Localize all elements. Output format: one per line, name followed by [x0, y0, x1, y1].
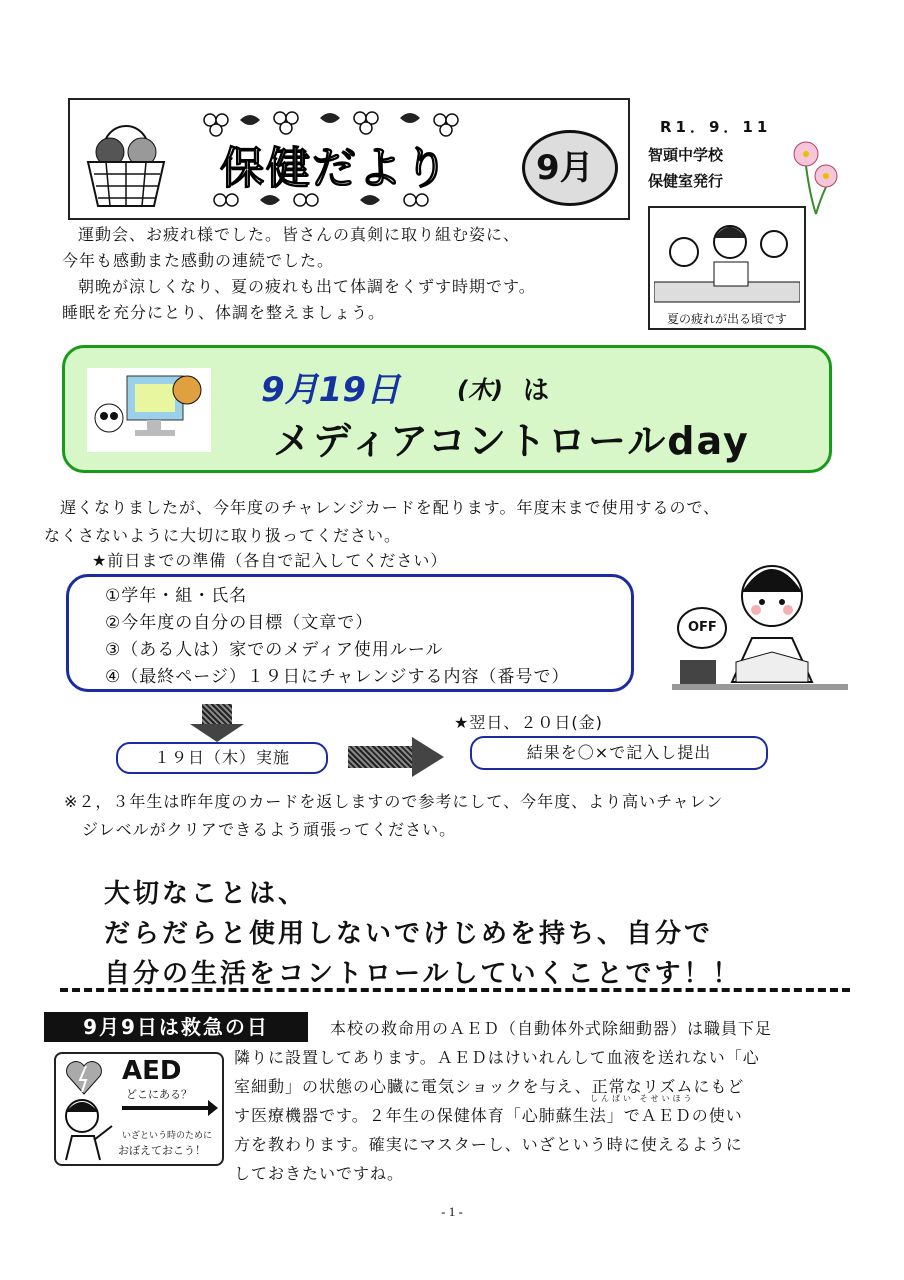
- heart-icon: [64, 1060, 104, 1096]
- aed-sign-title: AED: [122, 1056, 182, 1086]
- summer-fatigue-illustration: [648, 206, 806, 330]
- note-line: ※２，３年生は昨年度のカードを返しますので参考にして、今年度、より高いチャレン: [64, 792, 724, 811]
- prep-item: ④（最終ページ）１９日にチャレンジする内容（番号で）: [105, 667, 570, 687]
- challenge-line: なくさないように大切に取り扱ってください。: [44, 526, 402, 545]
- computer-icon: [87, 368, 211, 452]
- prep-item: ①学年・組・氏名: [105, 586, 248, 606]
- next-day-pill: 結果を〇×で記入し提出: [470, 736, 768, 770]
- aed-line: 室細動」の状態の心臓に電気ショックを与え、正常なリズムにもど: [234, 1077, 745, 1096]
- page-number: - 1 -: [441, 1204, 463, 1219]
- prep-list: [105, 583, 570, 691]
- down-arrow-head: [190, 724, 244, 742]
- emphasis-line: 大切なことは、: [104, 879, 308, 909]
- implement-pill: １９日（木）実施: [116, 742, 328, 774]
- challenge-line: 遅くなりましたが、今年度のチャレンジカードを配ります。年度末まで使用するので、: [60, 498, 721, 517]
- intro-line: 運動会、お疲れ様でした。皆さんの真剣に取り組む姿に、: [78, 225, 521, 244]
- aed-line: 本校の救命用のＡＥＤ（自動体外式除細動器）は職員下足: [330, 1019, 773, 1038]
- right-arrow-icon: [348, 746, 412, 768]
- media-day-title: メディアコントロールday: [273, 419, 750, 463]
- aed-heading: 9月9日は救急の日: [44, 1012, 308, 1042]
- illustration-caption: 夏の疲れが出る頃です: [666, 312, 787, 326]
- media-control-banner: [62, 345, 832, 473]
- header-title-box: [68, 98, 630, 220]
- intro-line: 睡眠を充分にとり、体調を整えましょう。: [62, 303, 386, 322]
- prep-item: ②今年度の自分の目標（文章で）: [105, 613, 374, 633]
- right-arrow-head: [412, 737, 444, 777]
- emphasis-line: 自分の生活をコントロールしていくことです！！: [104, 959, 742, 989]
- media-day-particle: は: [523, 376, 550, 406]
- aed-line: 方を教わります。確実にマスターし、いざという時に使えるように: [234, 1135, 743, 1154]
- ruby-reading: しんぱい そせいほう: [590, 1094, 695, 1103]
- boy-pointing-icon: [58, 1096, 114, 1162]
- challenge-text: [44, 494, 720, 550]
- cosmos-flower-icon: [786, 136, 846, 216]
- aed-caption-1: いざという時のために: [122, 1131, 213, 1141]
- prep-list-box: [66, 574, 634, 692]
- panda-computer-illustration: [87, 368, 211, 452]
- note-text: [64, 788, 723, 844]
- girl-reading-illustration: [672, 552, 848, 692]
- aed-sign-illustration: [54, 1052, 224, 1166]
- media-day-date: 9月19日: [261, 370, 400, 410]
- right-arrow-icon: [122, 1106, 214, 1110]
- aed-sign-sub: どこにある？: [126, 1088, 192, 1101]
- aed-line: 隣りに設置してあります。ＡＥＤはけいれんして血液を送れない「心: [234, 1048, 760, 1067]
- aed-caption-2: おぼえておこう！: [118, 1144, 206, 1157]
- intro-line: 今年も感動また感動の連続でした。: [62, 251, 335, 270]
- issue-date: R1．9．11: [660, 118, 772, 136]
- emphasis-line: だらだらと使用しないでけじめを持ち、自分で: [104, 919, 714, 949]
- next-day-heading: ★翌日、２０日(金): [454, 713, 603, 732]
- media-day-weekday: (木): [457, 376, 503, 404]
- month-label: 9月: [536, 148, 594, 188]
- fruit-basket-icon: [80, 114, 172, 210]
- prep-heading: ★前日までの準備（各自で記入してください）: [92, 551, 448, 570]
- emphasis-block: [104, 874, 741, 994]
- publisher: 保健室発行: [648, 172, 724, 190]
- page-title: 保健だより: [220, 143, 450, 194]
- off-label: OFF: [688, 620, 717, 635]
- aed-line: す医療機器です。２年生の保健体育「心肺蘇生法」でＡＥＤの使い: [234, 1106, 743, 1125]
- section-divider: [60, 988, 850, 992]
- students-icon: [654, 212, 800, 306]
- down-arrow-icon: [202, 704, 232, 724]
- aed-line: しておきたいですね。: [234, 1164, 405, 1183]
- arrow-head: [208, 1100, 218, 1116]
- intro-line: 朝晩が涼しくなり、夏の疲れも出て体調をくずす時期です。: [78, 277, 536, 296]
- note-line: ジレベルがクリアできるよう頑張ってください。: [82, 820, 457, 839]
- prep-item: ③（ある人は）家でのメディア使用ルール: [105, 640, 444, 660]
- school-name: 智頭中学校: [648, 146, 724, 164]
- intro-text: [62, 222, 536, 326]
